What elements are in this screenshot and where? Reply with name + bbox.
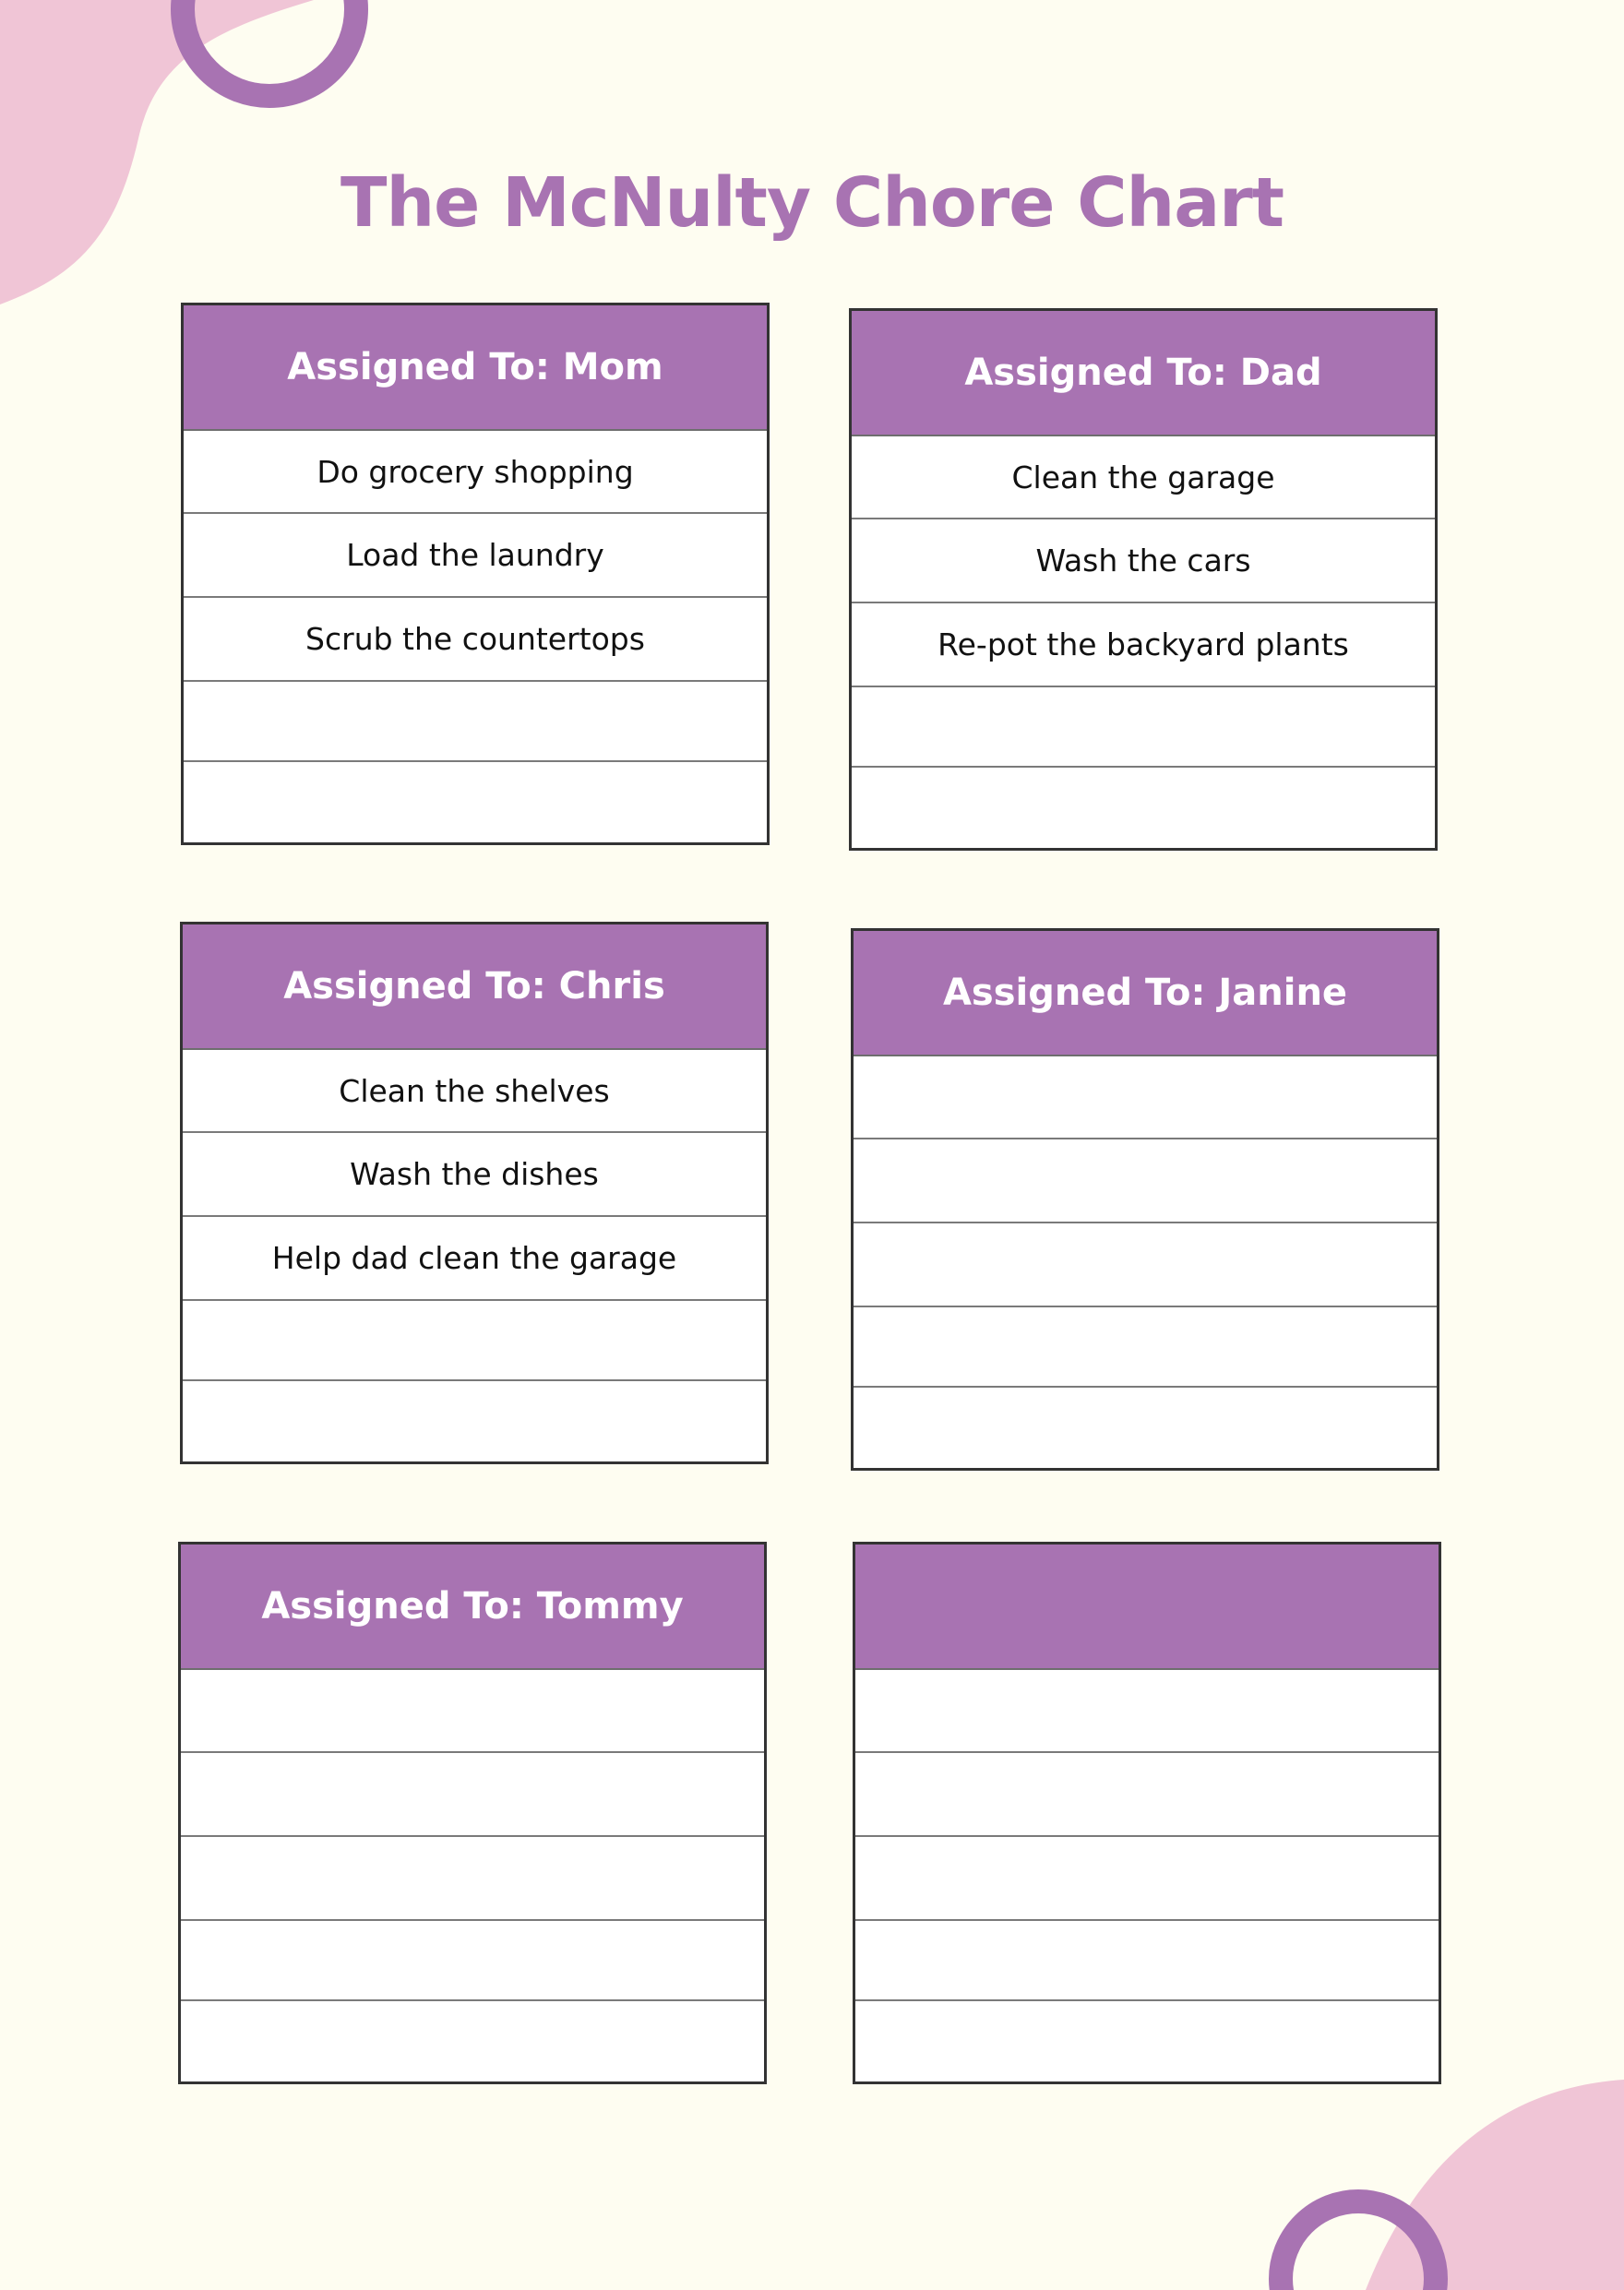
chore-row <box>181 2001 764 2081</box>
chore-row <box>855 1670 1439 1753</box>
chore-row <box>855 2001 1439 2081</box>
chore-row <box>181 1753 764 1837</box>
card-header: Assigned To: Tommy <box>181 1545 764 1670</box>
chore-card-tommy <box>178 1542 767 2084</box>
chore-card-mom <box>181 303 770 845</box>
chore-row <box>184 682 767 762</box>
chore-card-dad <box>849 308 1438 851</box>
card-header: Assigned To: Chris <box>183 924 766 1050</box>
chore-row <box>855 1753 1439 1837</box>
bottom-right-pink-blob <box>1366 2080 1624 2290</box>
chore-row <box>855 1837 1439 1921</box>
chore-card-chris <box>180 922 769 1464</box>
chore-row <box>852 687 1435 768</box>
chore-card-blank <box>853 1542 1441 2084</box>
chore-row <box>854 1307 1437 1388</box>
card-header: Assigned To: Janine <box>854 931 1437 1056</box>
chore-row <box>852 768 1435 848</box>
chore-row: Help dad clean the garage <box>183 1217 766 1301</box>
chore-row: Clean the garage <box>852 436 1435 519</box>
chore-card-janine <box>851 928 1439 1471</box>
card-header <box>855 1545 1439 1670</box>
chore-row: Wash the dishes <box>183 1133 766 1217</box>
chore-row: Load the laundry <box>184 514 767 598</box>
chore-row: Re-pot the backyard plants <box>852 603 1435 687</box>
chore-row <box>181 1837 764 1921</box>
chore-row: Wash the cars <box>852 519 1435 603</box>
page-title: The McNulty Chore Chart <box>340 163 1284 243</box>
chore-row <box>181 1670 764 1753</box>
chore-row <box>183 1381 766 1461</box>
chore-row <box>854 1223 1437 1307</box>
chore-row: Do grocery shopping <box>184 431 767 514</box>
chore-row <box>184 762 767 842</box>
top-left-pink-blob <box>0 0 314 304</box>
chore-row <box>183 1301 766 1381</box>
top-left-ring <box>183 0 356 96</box>
chore-row: Clean the shelves <box>183 1050 766 1133</box>
chore-row <box>854 1056 1437 1139</box>
chore-row <box>181 1921 764 2001</box>
bottom-right-ring <box>1281 2201 1436 2290</box>
chore-row <box>855 1921 1439 2001</box>
chore-row <box>854 1139 1437 1223</box>
chore-row <box>854 1388 1437 1468</box>
chore-row: Scrub the countertops <box>184 598 767 682</box>
card-header: Assigned To: Mom <box>184 305 767 431</box>
card-header: Assigned To: Dad <box>852 311 1435 436</box>
